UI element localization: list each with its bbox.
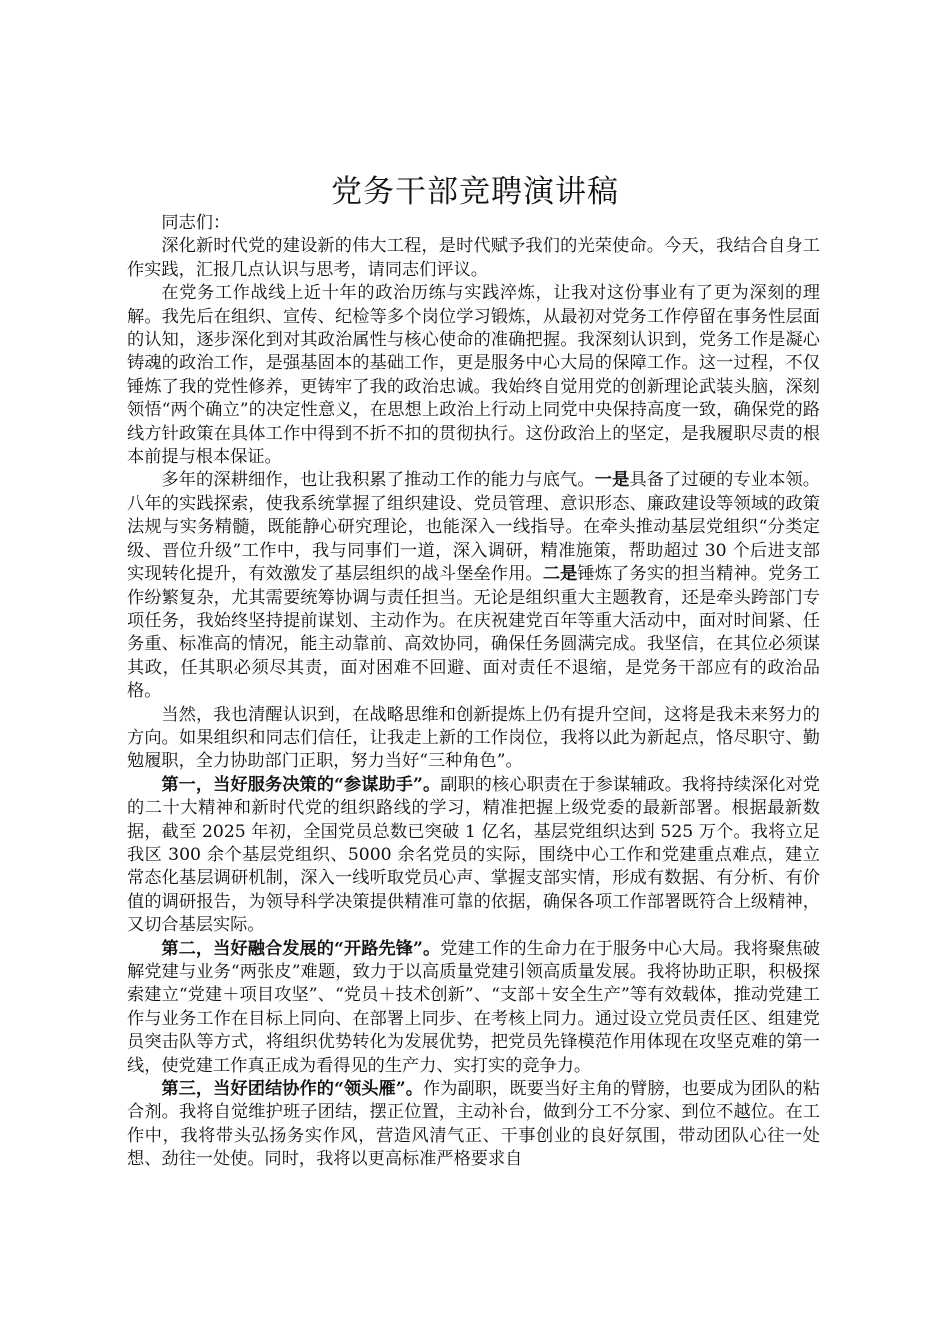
body-paragraph (127, 469, 820, 703)
body-paragraph (127, 938, 820, 1078)
paragraph-text: 作为副职，既要当好主角的臂膀，也要成为团队的粘合剂。我将自觉维护班子团结，摆正位置，主动补台，做到分工不分家、到位不越位。在工作中，我将带头弘扬务实作风，营造风清气正、干事创业的良好氛围，带动团队心往一处想、劲往一处使。同时，我将以更高标准严格要求自 (127, 1079, 820, 1170)
body-paragraph (127, 282, 820, 469)
bold-lead-text: 第一，当好服务决策的“参谋助手”。 (161, 774, 441, 795)
salutation: 同志们： (161, 213, 231, 233)
bold-lead-text: 二是 (542, 564, 578, 585)
body-paragraph (127, 235, 820, 282)
bold-lead-text: 第二，当好融合发展的“开路先锋”。 (161, 938, 441, 959)
body-paragraph (127, 774, 820, 938)
paragraph-text: 锤炼了务实的担当精神。党务工作纷繁复杂，尤其需要统筹协调与责任担当。无论是组织重大主题教育，还是牵头跨部门专项任务，我始终坚持提前谋划、主动作为。在庆祝建党百年等重大活动中，面对时间紧、任务重、标准高的情况，能主动靠前、高效协同，确保任务圆满完成。我坚信，在其位必须谋其政，任其职必须尽其责，面对困难不回避、面对责任不退缩，是党务干部应有的政治品格。 (127, 564, 820, 702)
bold-lead-text: 第三，当好团结协作的“领头雁”。 (161, 1079, 423, 1100)
bold-lead-text: 一是 (594, 470, 630, 491)
body-paragraph (127, 1078, 820, 1172)
document-body (127, 212, 820, 1172)
paragraph-text: 深化新时代党的建设新的伟大工程，是时代赋予我们的光荣使命。今天，我结合自身工作实践，汇报几点认识与思考，请同志们评议。 (127, 236, 820, 280)
paragraph-text: 具备了过硬的专业本领。八年的实践探索，使我系统掌握了组织建设、党员管理、意识形态、廉政建设等领域的政策法规与实务精髓，既能静心研究理论，也能深入一线指导。在牵头推动基层党组织“分类定级、晋位升级”工作中，我与同事们一道，深入调研，精准施策，帮助超过 30 个后进支部实现转化提升，有效激发了基层组织的战斗堡垒作用。 (127, 470, 820, 585)
document-title: 党务干部竞聘演讲稿 (331, 174, 619, 210)
paragraph-text: 多年的深耕细作，也让我积累了推动工作的能力与底气。 (161, 470, 595, 491)
paragraph-text: 在党务工作战线上近十年的政治历练与实践淬炼，让我对这份事业有了更为深刻的理解。我先后在组织、宣传、纪检等多个岗位学习锻炼，从最初对党务工作停留在事务性层面的认知，逐步深化到对其政治属性与核心使命的准确把握。我深刻认识到，党务工作是凝心铸魂的政治工作，是强基固本的基础工作，更是服务中心大局的保障工作。这一过程，不仅锤炼了我的党性修养，更铸牢了我的政治忠诚。我始终自觉用党的创新理论武装头脑，深刻领悟“两个确立”的决定性意义，在思想上政治上行动上同党中央保持高度一致，确保党的路线方针政策在具体工作中得到不折不扣的贯彻执行。这份政治上的坚定，是我履职尽责的根本前提与根本保证。 (127, 283, 820, 468)
paragraph-text: 当然，我也清醒认识到，在战略思维和创新提炼上仍有提升空间，这将是我未来努力的方向。如果组织和同志们信任，让我走上新的工作岗位，我将以此为新起点，恪尽职守、勤勉履职，全力协助部门正职，努力当好“三种角色”。 (127, 704, 820, 772)
paragraph-list (127, 235, 820, 1171)
body-paragraph (127, 704, 820, 774)
paragraph-text: 副职的核心职责在于参谋辅政。我将持续深化对党的二十大精神和新时代党的组织路线的学习，精准把握上级党委的最新部署。根据最新数据，截至 2025 年初，全国党员总数已突破 1 亿名，基层党组织达到 525 万个。我将立足我区 300 余个基层党组织、5000 余名党员的实际，围绕中心工作和党建重点难点，建立常态化基层调研机制，深入一线听取党员心声、掌握支部实情，形成有数据、有分析、有价值的调研报告，为领导科学决策提供精准可靠的依据，确保各项工作部署既符合上级精神，又切合基层实际。 (127, 774, 820, 936)
paragraph-text: 党建工作的生命力在于服务中心大局。我将聚焦破解党建与业务“两张皮”难题，致力于以高质量党建引领高质量发展。我将协助正职，积极探索建立“党建＋项目攻坚”、“党员＋技术创新”、“支部＋安全生产”等有效载体，推动党建工作与业务工作在目标上同向、在部署上同步、在考核上同力。通过设立党员责任区、组建党员突击队等方式，将组织优势转化为发展优势，把党员先锋模范作用体现在攻坚克难的第一线，使党建工作真正成为看得见的生产力、实打实的竞争力。 (127, 938, 820, 1076)
